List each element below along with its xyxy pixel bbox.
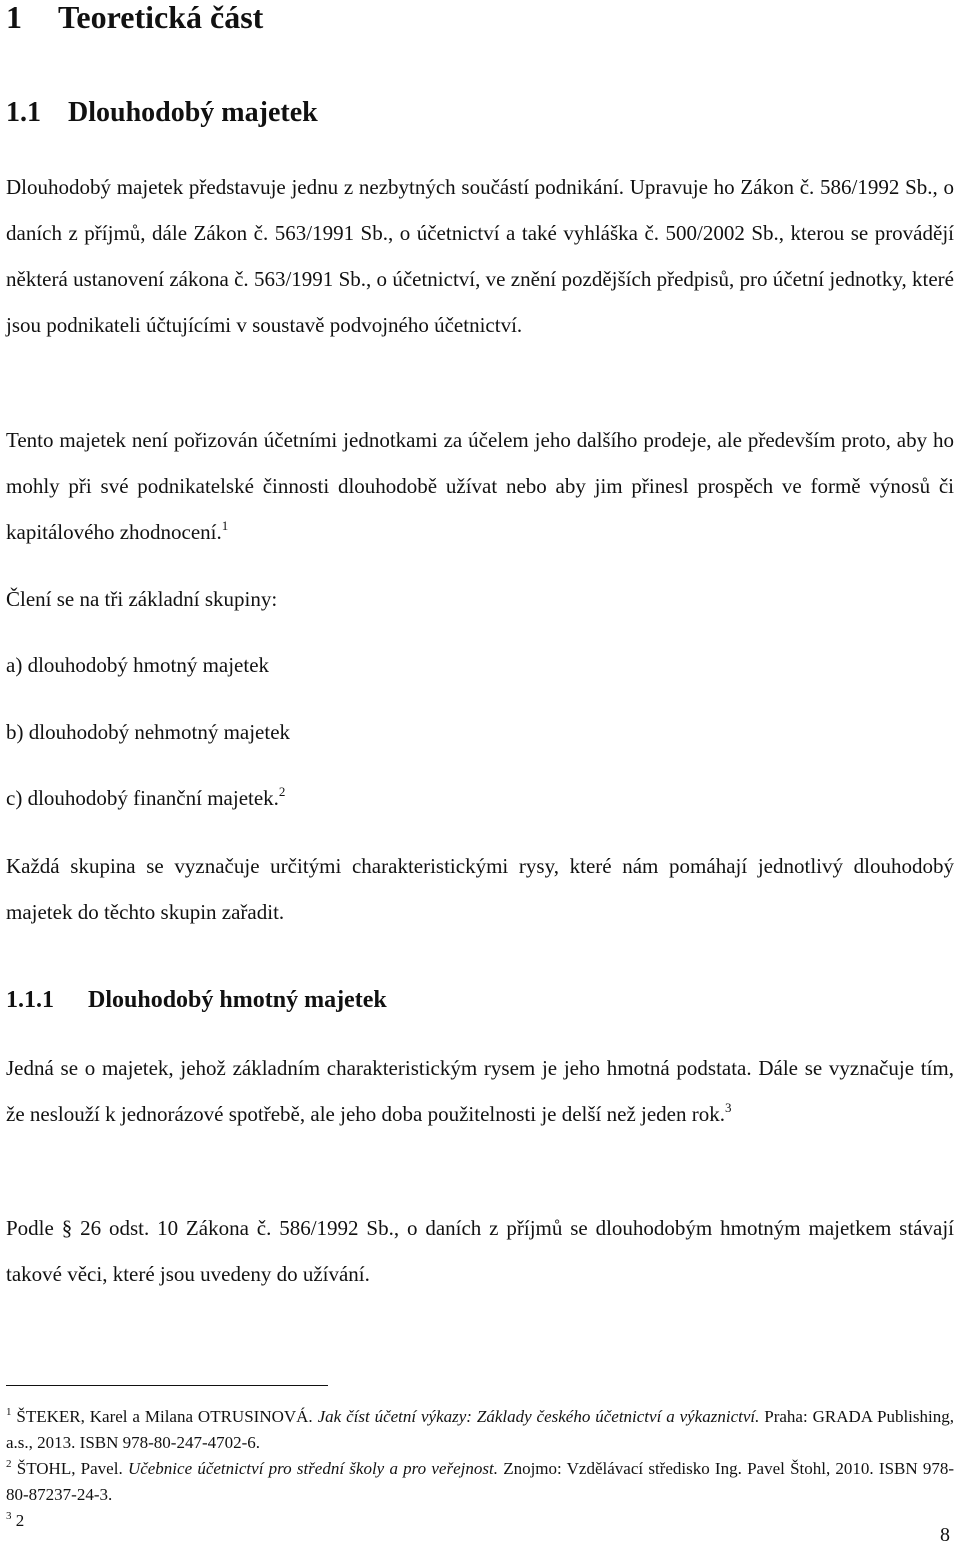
footnote-2-title: Učebnice účetnictví pro střední školy a pro veřejnost. (127, 1459, 498, 1478)
paragraph-purpose (6, 417, 954, 555)
footnote-3-text: 2 (15, 1511, 25, 1530)
subsection-title: Dlouhodobý hmotný majetek (88, 987, 387, 1013)
footnote-3-mark: 3 (6, 1510, 12, 1522)
section-heading (6, 96, 318, 130)
footnote-separator (6, 1385, 328, 1386)
paragraph-tangible-definition (6, 1045, 954, 1137)
subsection-number: 1.1.1 (6, 987, 54, 1013)
footnote-1-authors: ŠTEKER, Karel a Milana OTRUSINOVÁ. (16, 1407, 313, 1426)
list-item-a: a) dlouhodobý hmotný majetek (6, 653, 270, 677)
paragraph-groups-traits: Každá skupina se vyznačuje určitými charakteristickými rysy, které nám pomáhají jednotlivý dlouhodobý majetek do těchto skupin zařadit. (6, 854, 954, 924)
paragraph-intro: Dlouhodobý majetek představuje jednu z nezbytných součástí podnikání. Upravuje ho Zákon č. 586/1992 Sb., o daních z příjmů, dále Zákon č. 563/1991 Sb., o účetnictví a také vyhláška č. 500/2002 Sb., kterou se provádějí některá ustanovení zákona č. 563/1991 Sb., o účetnictví, ve znění pozdějších předpisů, pro účetní jednotky, které jsou podnikateli účtujícími v soustavě podvojného účetnictví. (6, 175, 954, 337)
paragraph-groups-intro: Člení se na tři základní skupiny: (6, 587, 278, 611)
section-number: 1.1 (6, 97, 41, 128)
footnote-1-mark: 1 (6, 1406, 12, 1418)
footnote-ref-3[interactable]: 3 (725, 1100, 732, 1115)
chapter-heading (6, 0, 263, 34)
footnote-1 (6, 1404, 954, 1456)
list-item-c (6, 775, 954, 821)
footnote-2-mark: 2 (6, 1458, 12, 1470)
footnote-ref-1[interactable]: 1 (221, 518, 229, 533)
page-number: 8 (940, 1524, 950, 1546)
footnote-ref-2[interactable]: 2 (278, 784, 286, 799)
paragraph-tangible-text: Jedná se o majetek, jehož základním charakteristickým rysem je jeho hmotná podstata. Dále se vyznačuje tím, že neslouží k jednorázové spotřebě, ale jeho doba použitelnosti je delší než jeden rok. (6, 1056, 954, 1126)
footnote-1-rest: Praha: GRADA Publishing, a.s., 2013. ISBN 978-80-247-4702-6. (6, 1407, 954, 1452)
chapter-title: Teoretická část (58, 0, 264, 35)
list-item-b: b) dlouhodobý nehmotný majetek (6, 720, 291, 744)
paragraph-law-reference: Podle § 26 odst. 10 Zákona č. 586/1992 Sb., o daních z příjmů se dlouhodobým hmotným majetkem stávají takové věci, které jsou uvedeny do užívání. (6, 1216, 954, 1286)
chapter-number: 1 (6, 0, 22, 35)
footnote-2-rest: Znojmo: Vzdělávací středisko Ing. Pavel Štohl, 2010. ISBN 978-80-87237-24-3. (6, 1459, 955, 1504)
list-item-c-text: c) dlouhodobý finanční majetek. (6, 786, 279, 810)
footnote-2-authors: ŠTOHL, Pavel. (16, 1459, 123, 1478)
section-title: Dlouhodobý majetek (68, 97, 318, 128)
subsection-heading (6, 984, 387, 1016)
footnote-3 (6, 1508, 954, 1534)
footnote-1-title: Jak číst účetní výkazy: Základy českého účetnictví a výkaznictví. (317, 1407, 760, 1426)
paragraph-purpose-text: Tento majetek není pořizován účetními jednotkami za účelem jeho dalšího prodeje, ale především proto, aby ho mohly při své podnikatelské činnosti dlouhodobě užívat nebo aby jim přinesl prospěch ve formě výnosů či kapitálového zhodnocení. (6, 428, 954, 544)
footnote-2 (6, 1456, 954, 1508)
